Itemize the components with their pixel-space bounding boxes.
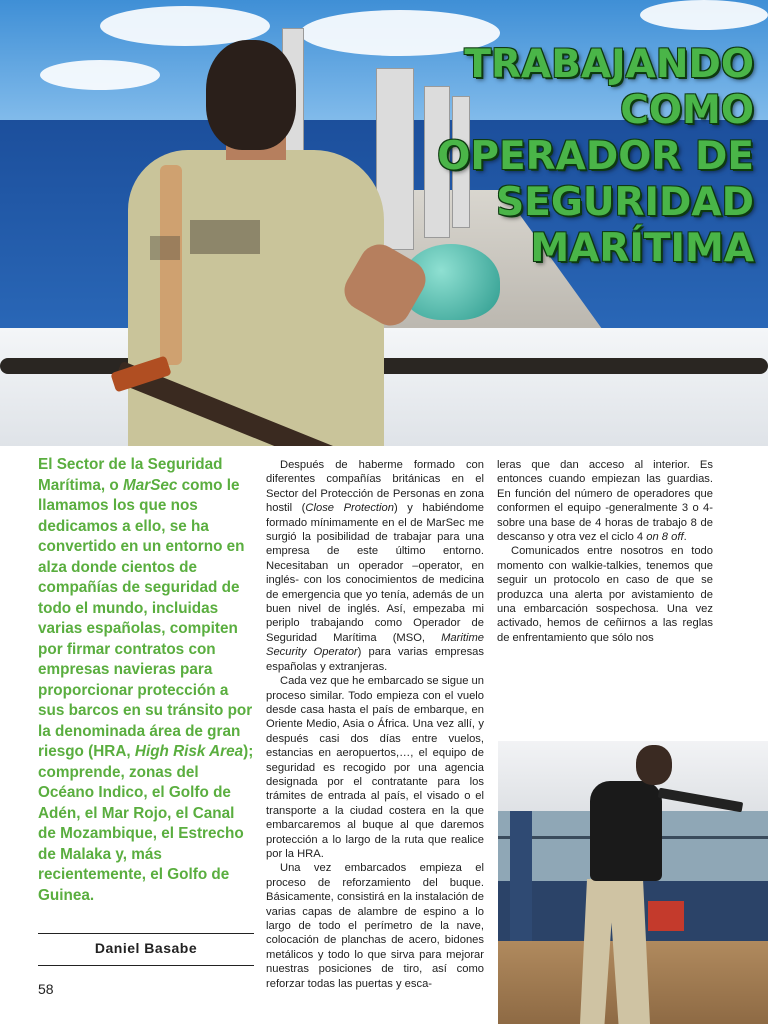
page-number: 58 [38,981,54,997]
title-line: SEGURIDAD [496,180,754,225]
body-italic: on 8 off [646,531,684,544]
pixelated-logo [150,236,180,260]
title-line: MARÍTIMA [530,226,754,271]
body-text: . [683,531,687,544]
hero-cloud [640,0,768,30]
pixelated-logo [190,220,260,254]
body-column-3 [497,458,713,645]
body-italic: Maritime Security Operator [266,631,484,659]
body-paragraph [266,458,484,674]
article-title [414,42,754,272]
photo-red-box [648,901,684,931]
body-paragraph: Cada vez que he embarcado se sigue un proceso similar. Todo empieza con el vuelo desde casa hasta el país de embarque, en Oriente Medio, Asia o África. Una vez allí, y después casi dos días entre vuelos, estancias en aeropuertos,…, el equipo de seguridad es recogido por una agencia designada por el contratante para los trámites de entrada al país, el visado o el transporte a la ciudad costera en la que embarcaremos al buque al que daremos protección a lo largo de la ruta que realice por la HRA. [266,675,484,860]
lead-italic: MarSec [123,476,178,494]
photo-post [510,811,532,951]
guard-strap [160,165,182,365]
shooter-head [636,745,672,785]
lead-text: ); comprende, zonas del Océano Indico, el Golfo de Adén, el Mar Rojo, el Canal de Mozambique, el Estrecho de Malaka y, más recientemente, el Golfo de Guinea. [38,743,254,904]
body-paragraph: Comunicados entre nosotros en todo momento con walkie-talkies, tenemos que seguir un protocolo en caso de que se produzca una alerta por avistamiento de una embarcación sospechosa. Una vez activado, hemos de ceñirnos a las reglas de enfrentamiento que sólo nos [497,545,713,644]
body-text: leras que dan acceso al interior. Es entonces cuando empiezan las guardias. En función del número de operadores que conformen el equipo -generalmente 3 o 4- sobre una base de 4 horas de trabajo 8 de descanso y otra vez el ciclo 4 [497,459,713,544]
shooter-shirt [590,781,662,881]
body-column-2 [266,458,484,991]
lead-paragraph [38,455,254,906]
lead-italic: High Risk Area [134,743,244,760]
hero-cloud [40,60,160,90]
guard-head [206,40,296,150]
lead-text: El Sector de la Seguridad Marítima, o [38,456,223,494]
byline-divider [38,933,254,934]
body-text: ) y habiéndome formado mínimamente en el de MarSec me surgió la posibilidad de trabajar para una empresa de este último entorno. Necesitaban un operador –operator, en inglés- con los conocimientos de medicina de emergencia que yo tenía, además de un buen nivel de inglés. Así, empezaba mi periplo trabajando como Operador de Seguridad Marítima (MSO, [266,502,484,644]
shooter-photo [498,741,768,1024]
byline-divider [38,965,254,966]
body-paragraph [497,458,713,544]
title-line: OPERADOR DE [437,134,754,179]
author-byline: Daniel Basabe [94,940,198,956]
body-text: ) para varias empresas españolas y extranjeras. [266,646,485,673]
body-text: Después de haberme formado con diferentes compañías británicas en el Sector del Protección de Personas en zona hostil ( [266,459,484,515]
title-line: TRABAJANDO [464,42,754,87]
body-paragraph: Una vez embarcados empieza el proceso de reforzamiento del buque. Básicamente, consistirá en la instalación de varias capas de alambre de espino a lo largo de todo el perímetro de la nave, colocación de planchas de acero, bidones metálicos y todo lo que sirva para mejorar nuestras posiciones de tiro, así como reforzar todas las puertas y esca- [266,862,484,990]
body-italic: Close Protection [305,502,394,515]
lead-text: como le llamamos los que nos dedicamos a ello, se ha convertido en un entorno en alza donde cientos de compañías de seguridad de todo el mundo, incluidas varias españolas, compiten por firmar contratos con empresas navieras para proporcionar protección a sus barcos en su tránsito por la denominada área de gran riesgo (HRA, [38,476,253,760]
title-line: COMO [620,88,754,133]
